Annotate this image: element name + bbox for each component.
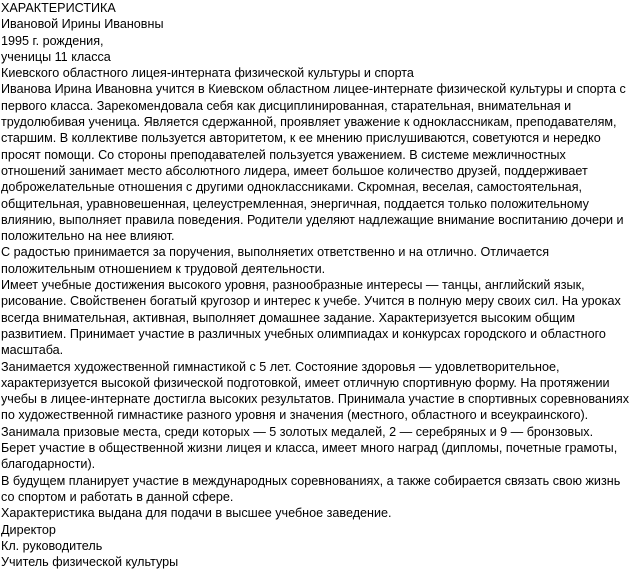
signatory-pe-teacher: Учитель физической культуры — [1, 555, 179, 570]
signatory-director: Директор — [1, 522, 56, 537]
paragraph-public-life: Берет участие в общественной жизни лицея и класса, имеет много наград (дипломы, почетные грамоты, благодарности). — [1, 441, 618, 472]
document — [1, 0, 633, 570]
document-title: ХАРАКТЕРИСТИКА — [1, 1, 116, 15]
birth-year: 1995 г. рождения, — [1, 33, 104, 48]
issued-for-statement: Характеристика выдана для подачи в высшее учебное заведение. — [1, 506, 392, 521]
paragraph-personality: Иванова Ирина Ивановна учится в Киевском областном лицее-интернате физической культуры и спорта с первого класса. Зарекомендовала себя как дисциплинированная, старательная, внимательная и трудолюбивая ученица. Является сдержанной, проявляет уважение к одноклассникам, преподавателям, старшим. В коллективе пользуется авторитетом, к ее мнению прислушиваются, советуются и нередко просят помощи. Со стороны преподавателей пользуется уважением. В системе межличностных отношений занимает место абсолютного лидера, имеет большое количество друзей, поддерживает доброжелательные отношения с другими одноклассниками. Скромная, веселая, самостоятельная, общительная, уравновешенная, целеустремленная, энергичная, поддается только положительному влиянию, выполняет правила поведения. Родители уделяют надлежащие внимание воспитанию дочери и положительно на нее влияют. — [1, 82, 626, 244]
paragraph-future-plans: В будущем планирует участие в международных соревнованиях, а также собирается связать свою жизнь со спортом и работать в данной сфере. — [1, 473, 621, 504]
student-name: Ивановой Ирины Ивановны — [1, 17, 164, 32]
paragraph-assignments: С радостью принимается за поручения, выполняетих ответственно и на отлично. Отличается положительным отношением к трудовой деятельности. — [1, 245, 550, 276]
signatory-class-teacher: Кл. руководитель — [1, 538, 103, 553]
paragraph-sports: Занимается художественной гимнастикой с 5 лет. Состояние здоровья — удовлетворительное, характеризуется высокой физической подготовкой, имеет отличную спортивную форму. На протяжении учебы в лицее-интернате достигла высоких результатов. Принимала участие в спортивных соревнованиях по художественной гимнастике разного уровня и значения (местного, областного и всеукраинского). Занимала призовые места, среди которых — 5 золотых медалей, 2 — серебряных и 9 — бронзовых. — [1, 359, 630, 439]
student-class: ученицы 11 класса — [1, 49, 111, 64]
paragraph-academics: Имеет учебные достижения высокого уровня, разнообразные интересы — танцы, английский язык, рисование. Свойственен богатый кругозор и интерес к учебе. Учится в полную меру своих сил. На уроках всегда внимательная, активная, выполняет домашнее задание. Характеризуется высоким общим развитием. Принимает участие в различных учебных олимпиадах и конкурсах городского и областного масштаба. — [1, 278, 621, 358]
school-name: Киевского областного лицея-интерната физической культуры и спорта — [1, 66, 414, 81]
